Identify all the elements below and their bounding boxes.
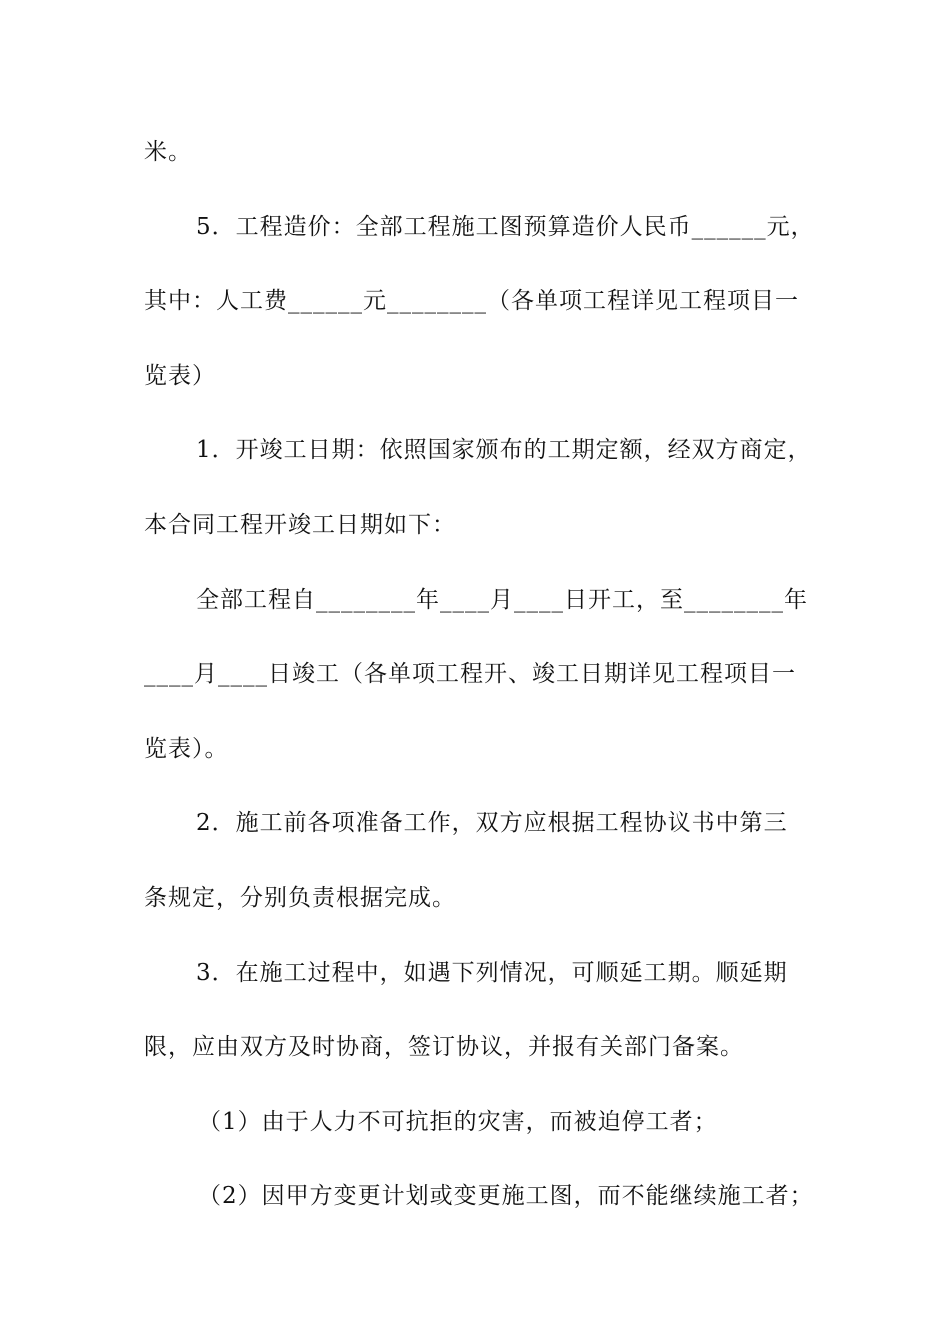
text-line-6: 本合同工程开竣工日期如下： [144, 512, 456, 538]
text-line-10: 2．施工前各项准备工作，双方应根据工程协议书中第三 [196, 810, 788, 836]
text-line-15: （2）因甲方变更计划或变更施工图，而不能继续施工者； [198, 1183, 814, 1209]
text-line-7: 全部工程自________年____月____日开工，至________年 [196, 587, 808, 613]
text-line-11: 条规定，分别负责根据完成。 [144, 885, 456, 911]
text-line-9: 览表）。 [144, 736, 229, 762]
text-line-14: （1）由于人力不可抗拒的灾害，而被迫停工者； [198, 1109, 718, 1135]
text-line-3: 其中：人工费______元________（各单项工程详见工程项目一 [144, 288, 799, 314]
text-line-5: 1．开竣工日期：依照国家颁布的工期定额，经双方商定， [196, 437, 812, 463]
text-line-1: 米。 [144, 139, 192, 165]
text-line-2: 5．工程造价：全部工程施工图预算造价人民币______元， [196, 214, 815, 240]
text-line-12: 3．在施工过程中，如遇下列情况，可顺延工期。顺延期 [196, 960, 788, 986]
text-line-4: 览表） [144, 363, 216, 389]
text-line-8: ____月____日竣工（各单项工程开、竣工日期详见工程项目一 [144, 661, 796, 687]
text-line-13: 限，应由双方及时协商，签订协议，并报有关部门备案。 [144, 1034, 744, 1060]
